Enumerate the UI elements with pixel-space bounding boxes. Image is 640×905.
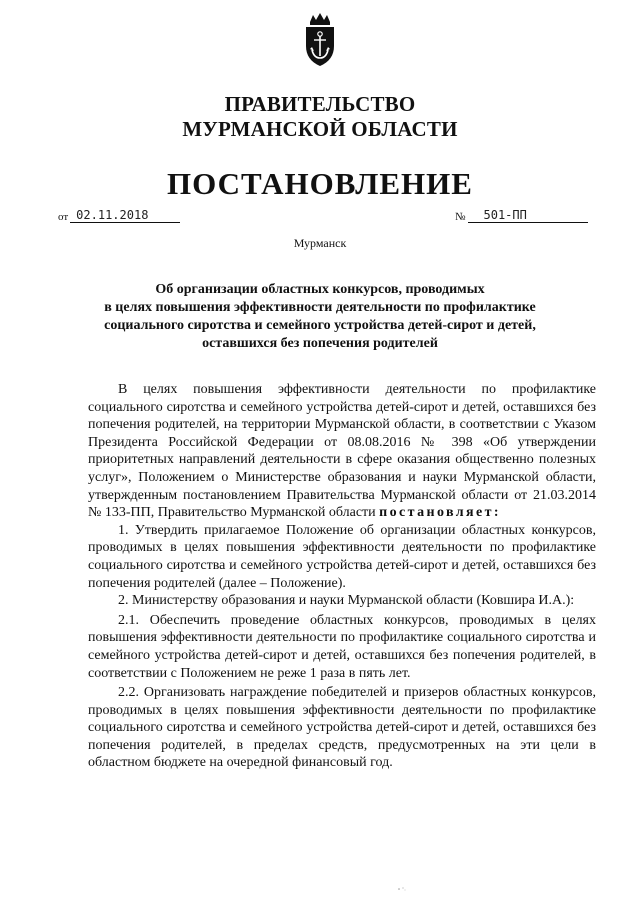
document-subject [60,281,580,353]
number-value: 501-ПП [468,208,588,223]
document-number [455,208,588,230]
subject-line-2: в целях повышения эффективности деятельности по профилактике [104,300,536,315]
scan-speck [396,880,408,888]
number-label: № [455,211,466,223]
document-type: ПОСТАНОВЛЕНИЕ [167,166,473,201]
item-2-1: 2.1. Обеспечить проведение областных конкурсов, проводимых в целях повышения эффективности деятельности по профилактике социального сиротства и семейного устройства детей-сирот и детей, оставшихся без попечения родителей, в соответствии с Положением не реже 1 раза в пять лет. [88,612,596,681]
item-2: 2. Министерству образования и науки Мурманской области (Ковшира И.А.): [118,593,575,609]
government-title-line-1: ПРАВИТЕЛЬСТВО [224,92,416,116]
coat-of-arms-icon [300,12,340,68]
preamble-paragraph [88,381,596,522]
date-label: от [58,211,69,223]
document-city: Мурманск [293,236,347,250]
government-title [0,92,640,142]
item-1: 1. Утвердить прилагаемое Положение об организации областных конкурсов, проводимых в целях повышения эффективности деятельности по профилактике социального сиротства и семейного устройства детей-сирот и детей, оставшихся без попечения родителей (далее – Положение). [88,522,596,591]
subject-line-4: оставшихся без попечения родителей [202,336,438,351]
date-value: 02.11.2018 [70,208,180,223]
subject-line-3: социального сиротства и семейного устройства детей-сирот и детей, [104,318,536,333]
item-2-2: 2.2. Организовать награждение победителей и призеров областных конкурсов, проводимых в целях повышения эффективности деятельности по профилактике социального сиротства и семейного устройства детей-сирот и детей, оставшихся без попечения родителей, в пределах средств, предусмотренных на эти цели в областном бюджете на очередной финансовый год. [88,685,596,771]
government-title-line-2: МУРМАНСКОЙ ОБЛАСТИ [182,117,458,141]
document-date [58,208,180,230]
preamble-text: В целях повышения эффективности деятельности по профилактике социального сиротства и семейного устройства детей-сирот и детей, оставшихся без попечения родителей, на территории Мурманской области, в соответствии с Указом Президента Российской Федерации от 08.08.2016 № 398 «Об утверждении приоритетных направлений деятельности в сфере оказания общественно полезных услуг», Положением о Министерстве образования и науки Мурманской области, утвержденным постановлением Правительства Мурманской области от 21.03.2014 № 133-ПП, Правительство Мурманской области [88,382,596,521]
subject-line-1: Об организации областных конкурсов, проводимых [155,282,485,297]
decree-word: постановляет: [379,505,501,521]
document-body [88,381,596,772]
